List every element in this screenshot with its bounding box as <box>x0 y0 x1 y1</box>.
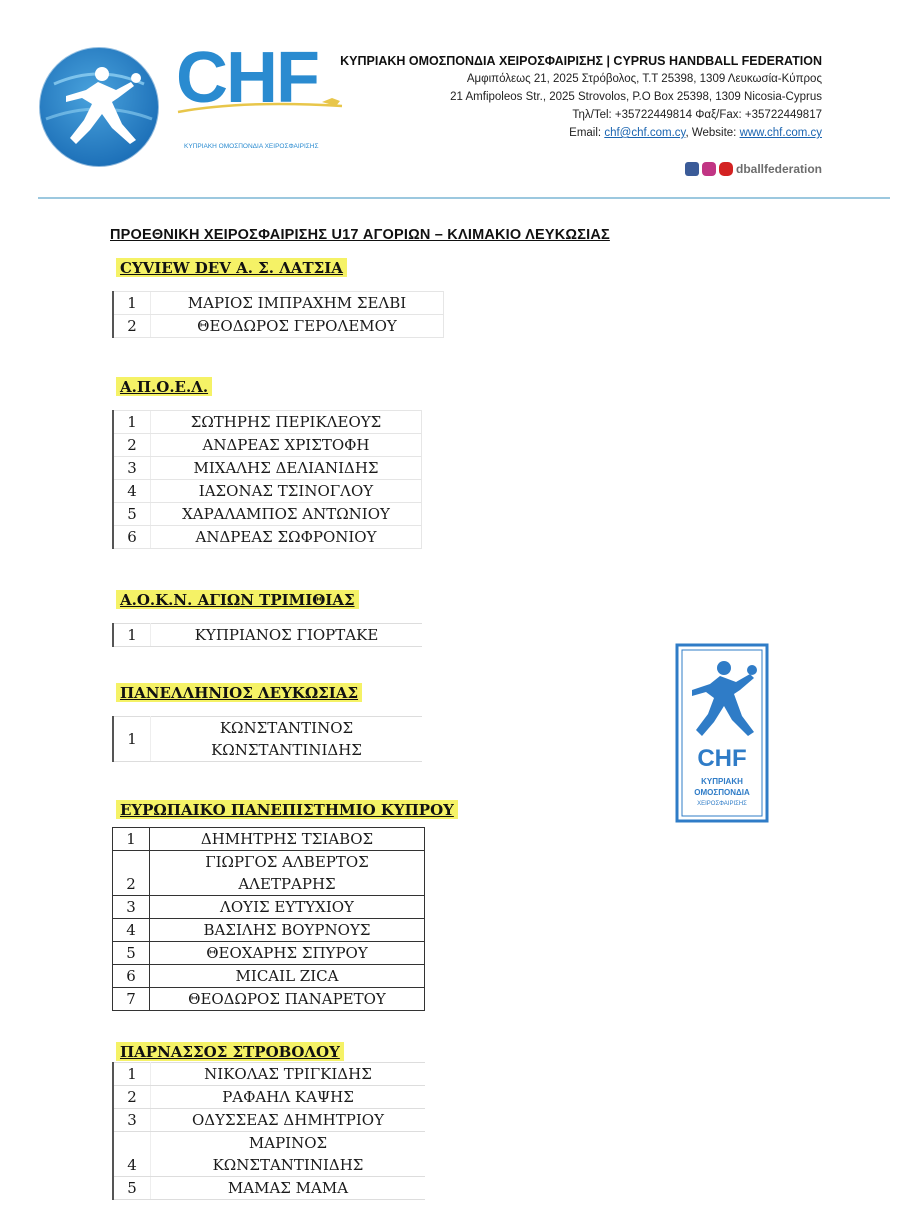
youtube-icon[interactable] <box>719 162 733 176</box>
stamp-line: ΧΕΙΡΟΣΦΑΙΡΙΣΗΣ <box>697 801 747 807</box>
table-row: 1 ΚΩΝΣΤΑΝΤΙΝΟΣ ΚΩΝΣΤΑΝΤΙΝΙΔΗΣ <box>113 717 422 762</box>
table-row: 1 ΣΩΤΗΡΗΣ ΠΕΡΙΚΛΕΟΥΣ <box>113 411 422 434</box>
table-row: 4 ΜΑΡΙΝΟΣ ΚΩΝΣΤΑΝΤΙΝΙΔΗΣ <box>113 1132 425 1177</box>
email-link[interactable]: chf@chf.com.cy <box>604 127 686 139</box>
table-row: 4 ΒΑΣΙΛΗΣ ΒΟΥΡΝΟΥΣ <box>113 919 425 942</box>
team-section <box>112 1042 425 1200</box>
table-row: 7 ΘΕΟΔΩΡΟΣ ΠΑΝΑΡΕΤΟΥ <box>113 988 425 1011</box>
roster-table <box>112 716 422 762</box>
club-name: CYVIEW DEV Α. Σ. ΛΑΤΣΙΑ <box>116 258 347 277</box>
club-name: Α.Ο.Κ.Ν. ΑΓΙΩΝ ΤΡΙΜΙΘΙΑΣ <box>116 590 359 609</box>
federation-stamp <box>674 642 770 824</box>
website-link[interactable]: www.chf.com.cy <box>739 127 822 139</box>
org-name: ΚΥΠΡΙΑΚΗ ΟΜΟΣΠΟΝΔΙΑ ΧΕΙΡΟΣΦΑΙΡΙΣΗΣ | CYPRUS HANDBALL FEDERATION <box>340 54 822 68</box>
team-section <box>112 258 444 338</box>
stamp-line: ΚΥΠΡΙΑΚΗ <box>701 777 743 786</box>
roster-table <box>112 410 422 549</box>
table-row: 1 ΜΑΡΙΟΣ ΙΜΠΡΑΧΗΜ ΣΕΛΒΙ <box>113 292 444 315</box>
address-greek: Αμφιπόλεως 21, 2025 Στρόβολος, Τ.Τ 25398, 1309 Λευκωσία-Κύπρος <box>466 73 822 85</box>
team-section <box>112 683 422 762</box>
contact-line: Email: chf@chf.com.cy, Website: www.chf.com.cy <box>569 127 822 139</box>
address-english: 21 Amfipoleos Str., 2025 Strovolos, P.O Box 25398, 1309 Nicosia-Cyprus <box>450 91 822 103</box>
social-links <box>685 162 822 176</box>
table-row: 2 ΘΕΟΔΩΡΟΣ ΓΕΡΟΛΕΜΟΥ <box>113 315 444 338</box>
table-row: 1 ΔΗΜΗΤΡΗΣ ΤΣΙΑΒΟΣ <box>113 828 425 851</box>
table-row: 5 ΧΑΡΑΛΑΜΠΟΣ ΑΝΤΩΝΙΟΥ <box>113 503 422 526</box>
stamp-line: ΟΜΟΣΠΟΝΔΙΑ <box>694 788 750 797</box>
table-row: 3 ΟΔΥΣΣΕΑΣ ΔΗΜΗΤΡΙΟΥ <box>113 1109 425 1132</box>
roster-table <box>112 1062 425 1200</box>
phone-fax: Τηλ/Tel: +35722449814 Φαξ/Fax: +35722449817 <box>572 109 822 121</box>
header-divider <box>38 197 890 199</box>
club-name: ΠΑΡΝΑΣΣΟΣ ΣΤΡΟΒΟΛΟΥ <box>116 1042 344 1061</box>
instagram-icon[interactable] <box>702 162 716 176</box>
table-row: 2 ΓΙΩΡΓΟΣ ΑΛΒΕΡΤΟΣ ΑΛΕΤΡΑΡΗΣ <box>113 851 425 896</box>
team-section <box>112 377 422 549</box>
table-row: 2 ΡΑΦΑΗΛ ΚΑΨΗΣ <box>113 1086 425 1109</box>
social-handle: dballfederation <box>735 162 822 176</box>
team-section <box>112 590 422 647</box>
stamp-logo-text: CHF <box>697 745 747 772</box>
table-row: 1 ΚΥΠΡΙΑΝΟΣ ΓΙΟΡΤΑΚΕ <box>113 624 422 647</box>
club-name: Α.Π.Ο.Ε.Λ. <box>116 377 212 396</box>
document-title: ΠΡΟΕΘΝΙΚΗ ΧΕΙΡΟΣΦΑΙΡΙΣΗΣ U17 ΑΓΟΡΙΩΝ – ΚΛΙΜΑΚΙΟ ΛΕΥΚΩΣΙΑΣ <box>110 227 610 243</box>
chf-ball-logo-icon <box>36 44 162 170</box>
letterhead <box>262 52 822 142</box>
table-row: 5 ΘΕΟΧΑΡΗΣ ΣΠΥΡΟΥ <box>113 942 425 965</box>
table-row: 3 ΛΟΥΙΣ ΕΥΤΥΧΙΟΥ <box>113 896 425 919</box>
roster-table <box>112 623 422 647</box>
chf-logo-text: CHF <box>176 40 318 118</box>
club-name: ΠΑΝΕΛΛΗΝΙΟΣ ΛΕΥΚΩΣΙΑΣ <box>116 683 362 702</box>
roster-table <box>112 827 425 1011</box>
table-row: 6 MICAIL ZICA <box>113 965 425 988</box>
table-row: 1 ΝΙΚΟΛΑΣ ΤΡΙΓΚΙΔΗΣ <box>113 1063 425 1086</box>
table-row: 4 ΙΑΣΟΝΑΣ ΤΣΙΝΟΓΛΟΥ <box>113 480 422 503</box>
team-section <box>112 800 458 1011</box>
facebook-icon[interactable] <box>685 162 699 176</box>
roster-table <box>112 291 444 338</box>
table-row: 5 ΜΑΜΑΣ ΜΑΜΑ <box>113 1177 425 1200</box>
club-name: ΕΥΡΩΠΑΙΚΟ ΠΑΝΕΠΙΣΤΗΜΙΟ ΚΥΠΡΟΥ <box>116 800 458 819</box>
table-row: 3 ΜΙΧΑΛΗΣ ΔΕΛΙΑΝΙΔΗΣ <box>113 457 422 480</box>
table-row: 2 ΑΝΔΡΕΑΣ ΧΡΙΣΤΟΦΗ <box>113 434 422 457</box>
chf-logo-subtitle: ΚΥΠΡΙΑΚΗ ΟΜΟΣΠΟΝΔΙΑ ΧΕΙΡΟΣΦΑΙΡΙΣΗΣ <box>184 143 319 150</box>
table-row: 6 ΑΝΔΡΕΑΣ ΣΩΦΡΟΝΙΟΥ <box>113 526 422 549</box>
